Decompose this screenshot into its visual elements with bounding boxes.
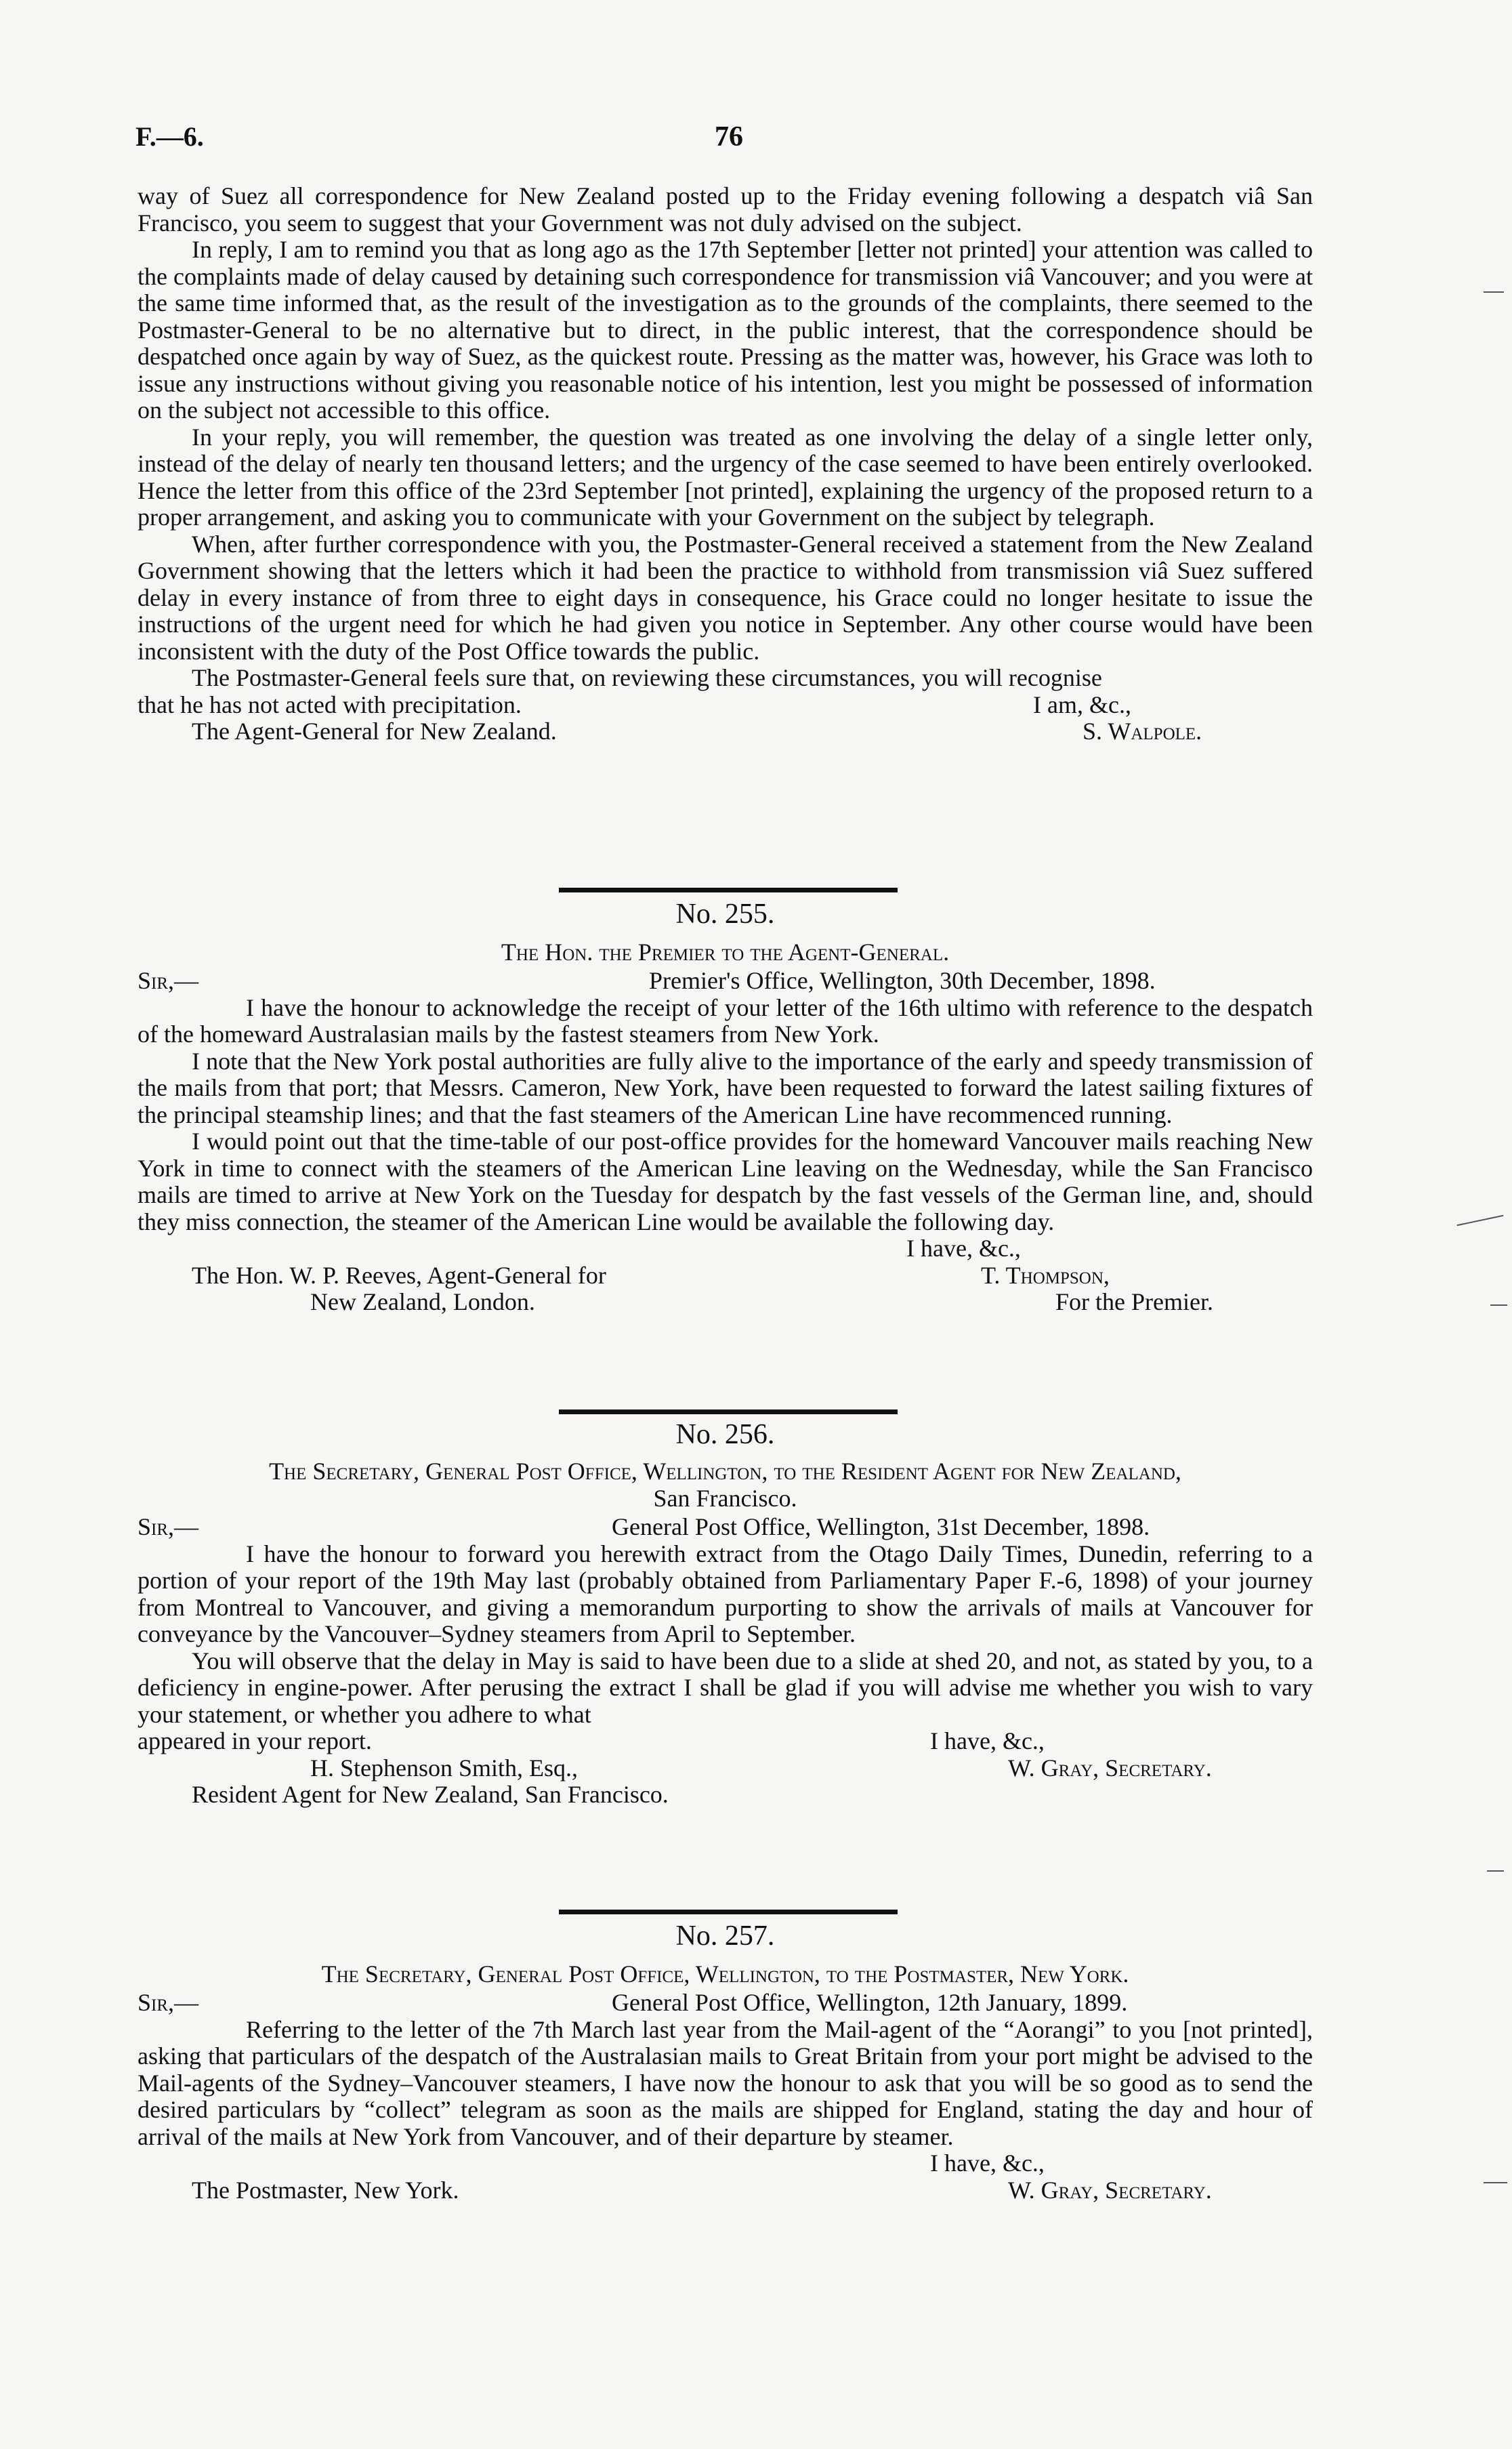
sign-off: I have, &c., bbox=[906, 1235, 1021, 1262]
signature-row bbox=[138, 1755, 1313, 1782]
section-divider bbox=[559, 1409, 898, 1414]
page-header bbox=[135, 121, 1377, 161]
paragraph: I would point out that the time-table of our post-office provides for the homeward Vancouver mails reaching New York in time to connect with the steamers of the American Line leaving on the Wednesday, while the San Francisco mails are timed to arrive at New York on the Tuesday for despatch by the fast vessels of the German line, and, should they miss connection, the steamer of the American Line would be available the following day. bbox=[138, 1128, 1313, 1235]
dateline: General Post Office, Wellington, 12th January, 1899. bbox=[612, 1989, 1128, 2016]
paragraph: In reply, I am to remind you that as long ago as the 17th September [letter not printed] your attention was called to the complaints made of delay caused by detaining such correspondence for transmission viâ Vancouver; and you were at the same time informed that, as the result of the investigation as to the grounds of the complaints, there seemed to the Postmaster-General to be no alternative but to direct, in the public interest, that the correspondence should be despatched once again by way of Suez, as the quickest route. Pressing as the matter was, however, his Grace was loth to issue any instructions without giving you reasonable notice of his intention, lest you might be possessed of information on the subject not accessible to this office. bbox=[138, 236, 1313, 424]
closing-line: The Postmaster-General feels sure that, on reviewing these circumstances, you will recognise bbox=[192, 664, 1102, 691]
signature-row bbox=[138, 2177, 1313, 2204]
document-reference: F.—6. bbox=[135, 121, 204, 152]
paragraph: In your reply, you will remember, the question was treated as one involving the delay of a single letter only, instead of the delay of nearly ten thousand letters; and the urgency of the case seemed to have been entirely overlooked. Hence the letter from this office of the 23rd September [not printed], explaining the urgency of the proposed return to a proper arrangement, and asking you to communicate with your Government on the subject by telegraph. bbox=[138, 423, 1313, 531]
signature-row bbox=[138, 718, 1313, 745]
dateline: Premier's Office, Wellington, 30th December, 1898. bbox=[649, 967, 1156, 994]
paragraph: I have the honour to forward you herewith extract from the Otago Daily Times, Dunedin, referring to a portion of your report of the 19th May last (probably obtained from Parliamentary Paper F.-6, 1898) of your journey from Montreal to Vancouver, and giving a memorandum purporting to show the arrivals of mails at Vancouver for conveyance by the Vancouver–Sydney steamers from April to September. bbox=[138, 1540, 1313, 1647]
dateline: General Post Office, Wellington, 31st December, 1898. bbox=[612, 1513, 1150, 1540]
letter-257 bbox=[138, 1920, 1313, 2204]
signature-row bbox=[138, 1782, 1313, 1809]
page-number: 76 bbox=[715, 121, 743, 152]
letter-255 bbox=[138, 901, 1313, 1316]
signature-role: For the Premier. bbox=[1055, 1288, 1213, 1315]
salutation: Sir,— bbox=[138, 967, 199, 994]
paragraph: When, after further correspondence with you, the Postmaster-General received a statement from the New Zealand Government showing that the letters which it had been the practice to withhold from transmission viâ Suez suffered delay in every instance of from three to eight days in consequence, his Grace could no longer hesitate to issue the instructions of the urgent need for which he had given you notice in September. Any other course would have been inconsistent with the duty of the Post Office towards the public. bbox=[138, 530, 1313, 665]
letter-title: San Francisco. bbox=[653, 1485, 797, 1512]
letter-title: The Secretary, General Post Office, Wellington, to the Postmaster, New York. bbox=[321, 1960, 1129, 1988]
section-divider bbox=[559, 888, 898, 892]
last-line: appeared in your report. bbox=[138, 1727, 372, 1754]
letter-number: No. 257. bbox=[675, 1920, 775, 1952]
signature: T. Thompson, bbox=[981, 1261, 1110, 1289]
letter-number: No. 255. bbox=[675, 899, 775, 930]
letter-continuation bbox=[138, 183, 1313, 745]
addressee: Resident Agent for New Zealand, San Francisco. bbox=[192, 1781, 669, 1808]
paragraph: I note that the New York postal authorities are fully alive to the importance of the early and speedy transmission of the mails from that port; that Messrs. Cameron, New York, have been requested to forward the latest sailing fixtures of the principal steamship lines; and that the fast steamers of the American Line have recommenced running. bbox=[138, 1047, 1313, 1128]
letter-256 bbox=[138, 1419, 1313, 1809]
salutation-row bbox=[138, 1990, 1313, 2017]
sign-off: I have, &c., bbox=[930, 1727, 1045, 1754]
signature-row bbox=[138, 1289, 1313, 1316]
section-divider bbox=[559, 1910, 898, 1914]
margin-mark bbox=[1487, 1870, 1504, 1872]
salutation-row bbox=[138, 1514, 1313, 1541]
letter-title: The Secretary, General Post Office, Wellington, to the Resident Agent for New Zealand, bbox=[269, 1458, 1181, 1485]
salutation: Sir,— bbox=[138, 1989, 199, 2016]
margin-mark bbox=[1457, 1215, 1504, 1227]
letter-number: No. 256. bbox=[675, 1419, 775, 1450]
margin-mark bbox=[1484, 2182, 1507, 2183]
addressee: The Hon. W. P. Reeves, Agent-General for bbox=[192, 1261, 606, 1289]
salutation: Sir,— bbox=[138, 1513, 199, 1540]
margin-mark bbox=[1490, 1304, 1507, 1306]
addressee: H. Stephenson Smith, Esq., bbox=[310, 1754, 579, 1782]
sign-off: I am, &c., bbox=[1033, 691, 1131, 718]
letter-title: The Hon. the Premier to the Agent-General. bbox=[501, 939, 950, 966]
addressee: The Postmaster, New York. bbox=[192, 2176, 459, 2204]
closing-row bbox=[138, 692, 1313, 719]
sign-off-row bbox=[138, 1235, 1313, 1262]
paragraph: Referring to the letter of the 7th March last year from the Mail-agent of the “Aorangi” to you [not printed], asking that particulars of the despatch of the Australasian mails to Great Britain from your port might be advised to the Mail-agents of the Sydney–Vancouver steamers, I have now the honour to ask that you will be so good as to send the desired particulars by “collect” telegram as soon as the mails are shipped for England, stating the day and hour of arrival of the mails at New York from Vancouver, and of their departure by steamer. bbox=[138, 2015, 1313, 2150]
paragraph: You will observe that the delay in May is said to have been due to a slide at shed 20, and not, as stated by you, to a deficiency in engine-power. After perusing the extract I shall be glad if you will advise me whether you wish to vary your statement, or whether you adhere to what bbox=[138, 1647, 1313, 1728]
paragraph: I have the honour to acknowledge the receipt of your letter of the 16th ultimo with reference to the despatch of the homeward Australasian mails by the fastest steamers from New York. bbox=[138, 993, 1313, 1048]
salutation-row bbox=[138, 968, 1313, 995]
addressee: New Zealand, London. bbox=[310, 1288, 535, 1315]
sign-off: I have, &c., bbox=[930, 2149, 1045, 2177]
margin-mark bbox=[1484, 291, 1504, 293]
signature-row bbox=[138, 1262, 1313, 1290]
paragraph: way of Suez all correspondence for New Zealand posted up to the Friday evening following a despatch viâ San Francisco, you seem to suggest that your Government was not duly advised on the subject. bbox=[138, 182, 1313, 236]
sign-off-row bbox=[138, 1728, 1313, 1755]
signature: W. Gray, Secretary. bbox=[1008, 2176, 1212, 2204]
addressee: The Agent-General for New Zealand. bbox=[192, 718, 557, 745]
sign-off-row bbox=[138, 2150, 1313, 2177]
closing-row bbox=[138, 665, 1313, 692]
closing-line: that he has not acted with precipitation. bbox=[138, 691, 522, 718]
signature: S. Walpole. bbox=[1083, 718, 1202, 745]
signature: W. Gray, Secretary. bbox=[1008, 1754, 1212, 1782]
